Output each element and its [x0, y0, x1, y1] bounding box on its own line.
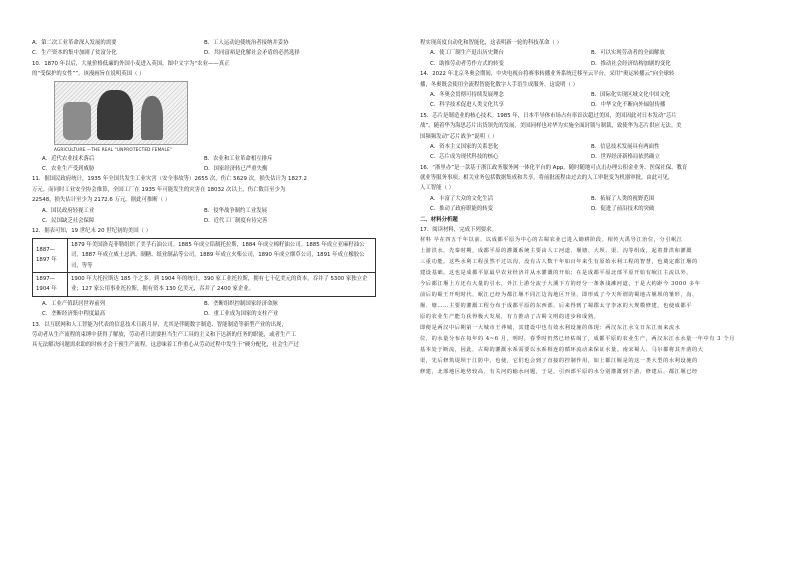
q10-option-c[interactable]: C．农业生产受到威胁: [42, 165, 95, 172]
q16-option-d[interactable]: D．促进了前沿技术的突破: [591, 206, 655, 213]
q16-stem-line-2: 就业等服务事项；相关业务包括数据集成和共享，将前批流程由过去的人工审批变为机器审批，由此可见，: [420, 175, 674, 182]
q12-stem: 12．据表可知，19 世纪末 20 世纪初的美国（ ）: [32, 228, 152, 235]
material-line: 基本处于断流，因此，古蜀的灌溉水系需要以水系相连的循环流动来保证水量。南宋蜀人、马尔都将其开凿的大: [420, 347, 704, 354]
q9-option-d[interactable]: D．共同富裕是化解社会矛盾的必然选择: [204, 50, 300, 57]
q13-option-a[interactable]: A．使工厂制生产退出历史舞台: [430, 50, 504, 57]
q14-stem-line-2: 播，冬奥既会使用全流程智能化数字人手语生成服务。这说明（ ）: [420, 81, 579, 88]
q11-stem-line-3: 22548，损失估计至少为 2172.6 万元。据此可推断（ ）: [32, 197, 171, 204]
table-cell-year: 1887—1897 年: [33, 238, 68, 272]
q11-stem-line-2: 万元。而同时工业安全协会推算，全国工厂在 1935 年可能发生的灾害在 18032 次以上，伤亡数目至少为: [32, 186, 286, 193]
material-line: 堰、塘……主要的灌溉工程分布于成都平原的东西部，后来得到了蜀郡太守李冰的大规模修建，也使成都平: [420, 303, 693, 310]
q13-option-c[interactable]: C．助推劳动者劳作方式的转变: [430, 60, 504, 67]
material-line: 即便是两汉中后期第一大城市王莽城，其建设中也有效水利设施的体现：两汉东江水文日东江而来流水: [420, 325, 681, 332]
q15-option-b[interactable]: B．信息技术发展具有两面性: [591, 143, 660, 150]
table-row: [33, 238, 376, 272]
q10-option-a[interactable]: A．近代农业技术落后: [42, 155, 95, 162]
q14-options-row-1: [420, 90, 762, 100]
right-column: [420, 38, 762, 378]
q10-options-row-2: [32, 164, 376, 174]
q11-options-row-1: [32, 206, 376, 216]
table-cell-text: 1900 年大托拉斯达 185 个之多。到 1904 年的统计，390 家工业托拉斯，拥有七十亿美元的资本，吞并了 5300 家独立企业；127 家公用事业托拉斯，拥有资本 130 亿美元，吞并了 2400 家企业。: [68, 272, 376, 296]
q10-option-b[interactable]: B．农业和工业革命相互排斥: [204, 155, 273, 162]
q15-stem-line-2: 战”，随着华为海思芯片出货领先的发展，美国同样也对华为实施全面封锁与制裁，致使华为芯片供应无法。美: [420, 123, 682, 130]
q13-stem-line-3: 具无法解决问题需求助的时候才会干预生产流程。这意味着工作重心从劳动过程中发生于“硬分配化，社会生产过: [32, 342, 299, 349]
left-column: [32, 38, 376, 351]
q9-options-row-2: [32, 48, 376, 58]
q15-option-a[interactable]: A．资本主义国家的关系恶化: [430, 143, 499, 150]
q11-option-c[interactable]: C．民国缺乏社会保障: [42, 217, 95, 224]
q12-options-row-1: [32, 299, 376, 309]
q11-options-row-2: [32, 216, 376, 226]
q14-option-a[interactable]: A．冬奥会贯彻可持续发展理念: [430, 91, 504, 98]
q15-options-row-1: [420, 142, 762, 152]
q14-options-row-2: [420, 100, 762, 110]
q11-stem-line-1: 11．据国民政府统计，1935 年全国共发生工业灾害（安全事故等）2655 次，伤亡 5629 次，损失估计为 1827.2: [32, 176, 307, 183]
q15-options-row-2: [420, 152, 762, 162]
q10-cartoon-figure: [54, 81, 188, 145]
q12-option-c[interactable]: C．垄断经济集中程度最高: [42, 311, 106, 318]
q14-option-c[interactable]: C．科学技术促进人类文化共享: [430, 102, 504, 109]
q15-option-d[interactable]: D．世界经济新格局依然确立: [591, 154, 660, 161]
q16-option-a[interactable]: A．丰富了大众的文化生活: [430, 195, 493, 202]
q16-option-c[interactable]: C．推动了政府职能的转变: [430, 206, 494, 213]
q12-table: [32, 238, 376, 297]
q13-options-row-2: [420, 59, 762, 69]
table-cell-text: 1879 年美国洛克菲勒组织了美孚石油公司。1885 年成立铅制托拉斯，1884 年成立棉籽油公司。1885 年成立亚麻籽油公司，1887 年成立威士忌酒、制糖、纸业制品等公司，1889 年成立火柴公司，1890 年成立烟草公司，1891 年成立橡胶公司，等等: [68, 238, 376, 272]
q12-option-d[interactable]: D．重工业成为国家的支柱产业: [204, 311, 279, 318]
material-line: 建设基础。这也是成都平原最早农业经济并从水灌溉的开始；在是成都平原北部平原开始有岷江主流以外，: [420, 270, 693, 277]
table-row: [33, 272, 376, 296]
material-line: 修建，北部地区地势较高，有关河的输水问题，于是，引西部平原的水分别灌溉到下游，修建后，都江堰已经: [420, 369, 698, 376]
q13-stem-line-1: 13．以互联网和人工智能为代表的信息技术日新月异，尤其是伴随数字制造、智能制造等新型产业的出现，: [32, 321, 287, 328]
q13-stem-tail: 程实现高度自动化和智能化，这表明新一轮的科技革命（ ）: [420, 40, 562, 46]
q9-option-c[interactable]: C．生产资本的集中加剧了贫富分化: [32, 50, 117, 57]
material-line: 上游洪水，先秦时期，成都平原的灌溉系统主要由人工河道、堰塘、大坝、渠、沟等组成，起着排洪和灌溉: [420, 248, 693, 255]
q16-option-b[interactable]: B．拓展了人类的视野范围: [591, 195, 654, 202]
q10-options-row-1: [32, 154, 376, 164]
cartoon-figure-left: [63, 102, 91, 140]
q11-option-b[interactable]: B．侵华战争制约工业发展: [204, 207, 267, 214]
cartoon-figure-center: [97, 90, 133, 140]
q15-stem-line-3: 国频频发动“芯片战争”说明（ ）: [420, 133, 498, 140]
q15-option-c[interactable]: C．芯片成为现代科技的核心: [430, 154, 499, 161]
q12-options-row-2: [32, 309, 376, 319]
material-passage: [420, 235, 762, 378]
q9-option-a[interactable]: A．第二次工业革命深入发展的需要: [32, 40, 117, 46]
q16-options-row-1: [420, 194, 762, 204]
q10-stem-line-2: 的“受保护的女性””。该漫画旨在说明英国（ ）: [32, 71, 145, 78]
material-line: 今后都江堰上方还有大量的引水，外江上游分流于大溪下方的经分一条条浅滩河道，于是大约距今 3000 多年: [420, 281, 701, 288]
material-line: 材料 早在四五千年以前，以成都平原为中心的古蜀农业已进入锄耕阶段。相传大禹导江治位，分引岷江: [420, 237, 683, 244]
q14-option-b[interactable]: B．国际化实现区域文化中国文化: [591, 91, 671, 98]
q15-stem-line-1: 15．芯片是制造业的核心技术。1985 年，日本半导体市场占有率首次超过美国，美国因此对日本发动“芯片: [420, 112, 677, 119]
q13-stem-line-2: 劳动者从生产流程的束缚中获得了解放，劳动者只需要担当生产工具的主义和下达新的任务的职能，或者生产工: [32, 331, 297, 338]
material-line: 三重功能。这些水利工程虽然不过以沟，没有古人数千年如百年来生有原始水利工程的智慧，也奠定都江堰的: [420, 259, 698, 266]
q9-options-row-1: [32, 38, 376, 48]
q13-option-d[interactable]: D．推动社会经济结构加剧的变化: [591, 60, 671, 67]
material-line: 前后的蜀王开明时代，岷江已经为都江堰不同江边沟地区开垦，即形成了今天所谓的蜀地古堰坝的雏形，沟、: [420, 292, 698, 299]
q17-intro: 17．阅读材料，完成下列要求。: [420, 227, 497, 234]
q10-stem-line-1: 10．1870 年以后，大量价格低廉的外国小麦进入英国，图中文字为“农业——真正: [32, 60, 230, 67]
q10-option-d[interactable]: D．国家经济转已严重失衡: [204, 165, 268, 172]
table-cell-year: 1897—1904 年: [33, 272, 68, 296]
cartoon-figure-right: [141, 96, 163, 140]
q16-stem-line-1: 16．“浙里办”是一款基于浙江政务服务网一体化平台的 App，随时随地可点击办理公积金业务、医保社保、教育: [420, 164, 688, 171]
q14-stem-line-1: 14．2022 年北京冬奥会期间，中央电视台将赛事转播业务系统迁移至云平台，采用“奥运转播云”向全球转: [420, 71, 675, 78]
q16-stem-line-3: 人工智能（ ）: [420, 185, 455, 192]
q16-options-row-2: [420, 204, 762, 214]
q13-options-row-1: [420, 48, 762, 58]
q10-cartoon-caption: AGRICULTURE.—THE REAL "UNPROTECTED FEMALE": [54, 146, 172, 152]
section-title: 二、材料分析题: [420, 216, 458, 223]
q11-option-d[interactable]: D．近代工厂制度有待完善: [204, 217, 268, 224]
q12-option-a[interactable]: A．工业产值跃居世界前列: [42, 300, 105, 307]
q12-option-b[interactable]: B．垄断组织控制国家经济命脉: [204, 300, 278, 307]
q11-option-a[interactable]: A．国民政府轻视工业: [42, 207, 95, 214]
material-line: 位，的水量分布在每年的 4~6 月，明时，春季时仍然已经枯竭了，成都平原的农业生产，两汉东江水水量一年中有 3 个月: [420, 336, 736, 343]
q13-option-b[interactable]: B．可以实现劳动者的全面解放: [591, 50, 665, 57]
material-line: 渠，先后修筑堤坝于江防中，也使，它们也会到了直接的控制作用，如上都江堰是的这一类大型的水利设施的: [420, 358, 698, 365]
q14-option-d[interactable]: D．中华文化不断向外辐射传播: [591, 102, 666, 109]
material-line: 原的农业生产能力获得极大发展，有力推动了古蜀文明的进步和成熟。: [420, 314, 600, 321]
q9-option-b[interactable]: B．工人运动迫使统治者接纳并妥协: [204, 40, 289, 46]
